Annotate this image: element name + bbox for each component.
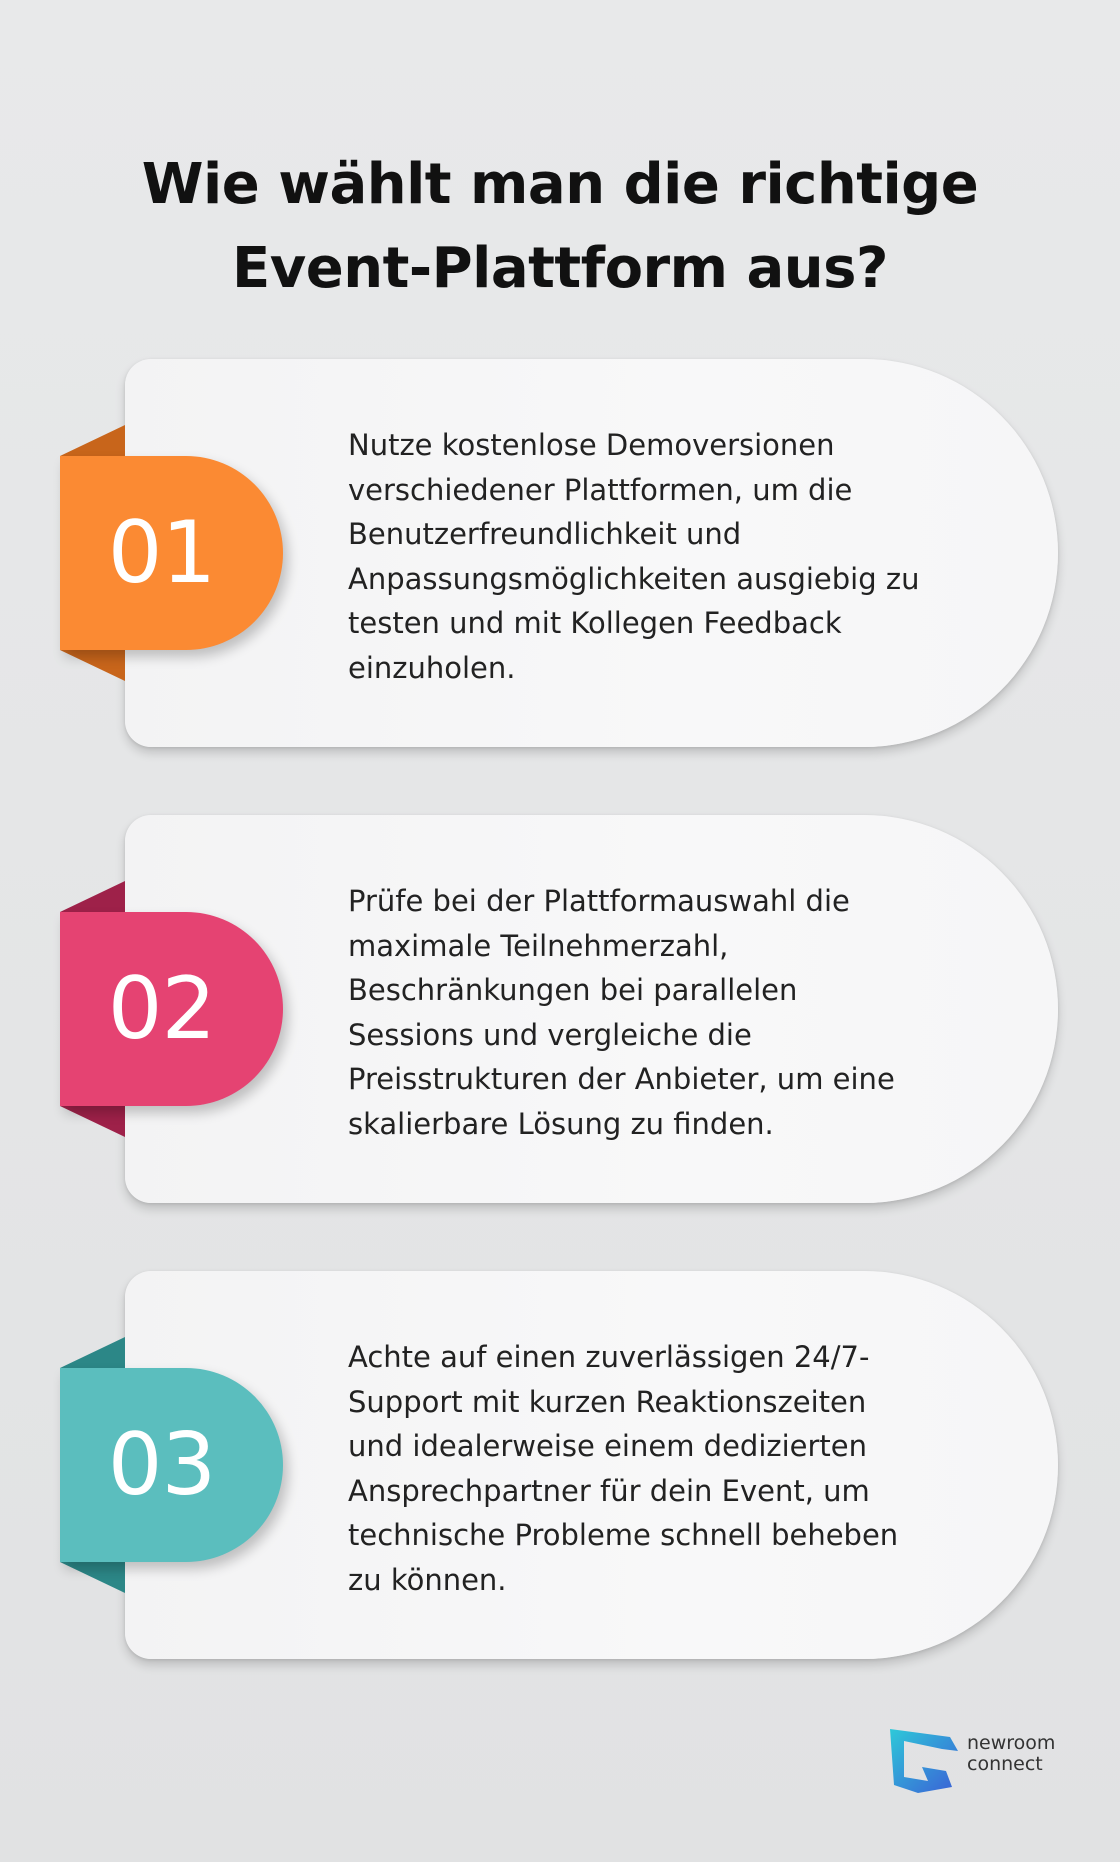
- step-2-text: Prüfe bei der Plattformauswahl die maximale Teilnehmerzahl, Beschränkungen bei parallelen Sessions und vergleiche die Preisstrukturen der Anbieter, um eine skalierbare Lösung zu finden.: [348, 884, 895, 1141]
- page-title-line-2: Event-Plattform aus?: [232, 235, 888, 301]
- step-3-number-badge: 03: [60, 1368, 283, 1562]
- step-1-number-badge: 01: [60, 456, 283, 650]
- brand-logo: [888, 1727, 1058, 1797]
- page-title: [0, 143, 1120, 311]
- step-3-ribbon-fold-bottom: [60, 1562, 125, 1593]
- brand-logo-text: [967, 1733, 1055, 1775]
- brand-logo-text-line-1: newroom: [967, 1732, 1056, 1754]
- step-1-ribbon-fold-top: [60, 425, 125, 456]
- step-1-text: Nutze kostenlose Demoversionen verschiedener Plattformen, um die Benutzerfreundlichkeit und Anpassungsmöglichkeiten ausgiebig zu testen und mit Kollegen Feedback einzuholen.: [348, 428, 920, 685]
- step-2-ribbon-fold-bottom: [60, 1106, 125, 1137]
- step-2-number-badge: 02: [60, 912, 283, 1106]
- page-title-line-1: Wie wählt man die richtige: [141, 151, 979, 217]
- brand-logo-text-line-2: connect: [967, 1753, 1043, 1775]
- step-3-text: Achte auf einen zuverlässigen 24/7- Support mit kurzen Reaktionszeiten und idealerweise einem dedizierten Ansprechpartner für dein Event, um technische Probleme schnell beheben zu können.: [348, 1340, 899, 1597]
- step-1-ribbon-fold-bottom: [60, 650, 125, 681]
- step-3-ribbon-fold-top: [60, 1337, 125, 1368]
- newroom-connect-logo-icon: [888, 1727, 962, 1797]
- step-2-ribbon-fold-top: [60, 881, 125, 912]
